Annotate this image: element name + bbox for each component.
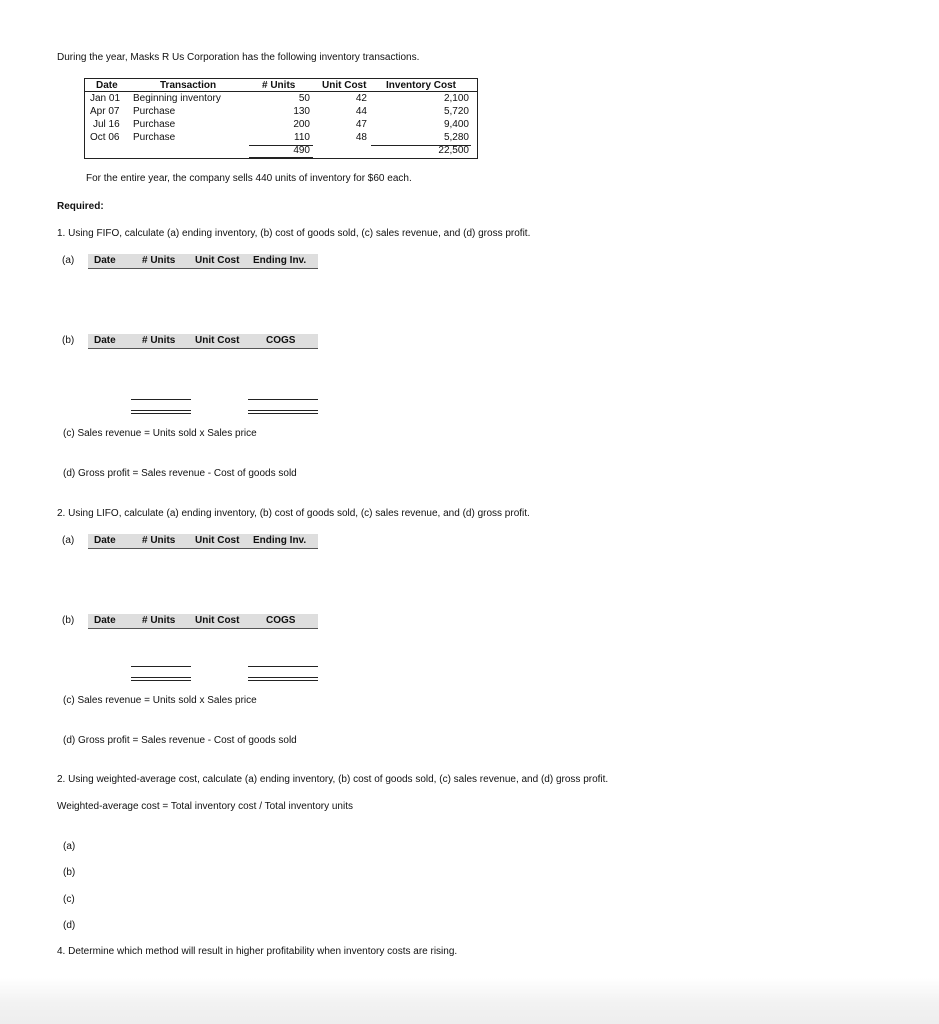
row-unit-cost: 44 xyxy=(355,106,367,117)
q1-a-header xyxy=(62,255,322,268)
q2-a-label: (a) xyxy=(62,535,75,546)
table-row xyxy=(85,106,477,119)
row-inventory-cost: 5,280 xyxy=(443,132,469,143)
row-date: Apr 07 xyxy=(90,106,120,117)
col-units: # Units xyxy=(142,535,176,546)
q3-formula: Weighted-average cost = Total inventory cost / Total inventory units xyxy=(57,801,353,812)
q1-a-label: (a) xyxy=(62,255,75,266)
row-date: Jul 16 xyxy=(93,119,120,130)
total-units: 490 xyxy=(293,145,310,156)
col-ending-inv: Ending Inv. xyxy=(253,535,307,546)
row-inventory-cost: 2,100 xyxy=(443,93,469,104)
col-units: # Units xyxy=(142,255,176,266)
col-cogs: COGS xyxy=(266,615,296,626)
cogs-total-line xyxy=(248,399,318,400)
col-units: # Units xyxy=(142,615,176,626)
total-inventory-cost: 22,500 xyxy=(438,145,469,156)
row-date: Oct 06 xyxy=(90,132,120,143)
q3-d-label: (d) xyxy=(63,920,76,931)
table-row xyxy=(85,119,477,132)
units-underline xyxy=(249,157,313,158)
row-inventory-cost: 5,720 xyxy=(443,106,469,117)
q1-c-text: (c) Sales revenue = Units sold x Sales price xyxy=(63,428,257,439)
inventory-transactions-table xyxy=(84,78,478,159)
q2-a-header xyxy=(62,535,322,548)
required-heading: Required: xyxy=(57,201,104,212)
row-unit-cost: 48 xyxy=(355,132,367,143)
row-transaction: Purchase xyxy=(133,106,176,117)
col-cogs: COGS xyxy=(266,335,296,346)
q2-b-label: (b) xyxy=(62,615,75,626)
q3-b-label: (b) xyxy=(63,867,76,878)
row-unit-cost: 47 xyxy=(355,119,367,130)
col-units: # Units xyxy=(142,335,176,346)
page-bottom-shade xyxy=(0,978,939,1024)
row-units: 130 xyxy=(293,106,310,117)
col-unit-cost: Unit Cost xyxy=(195,255,240,266)
table-row xyxy=(85,93,477,106)
row-transaction: Purchase xyxy=(133,132,176,143)
q2-d-text: (d) Gross profit = Sales revenue - Cost of goods sold xyxy=(63,735,297,746)
row-units: 110 xyxy=(294,132,310,143)
col-ending-inv: Ending Inv. xyxy=(253,255,307,266)
units-total-line xyxy=(131,399,191,400)
cogs-double-underline xyxy=(248,677,318,681)
cogs-total-line xyxy=(248,666,318,667)
header-inventory-cost: Inventory Cost xyxy=(386,80,457,91)
row-units: 50 xyxy=(298,93,310,104)
row-date: Jan 01 xyxy=(90,93,121,104)
header-unit-cost: Unit Cost xyxy=(322,80,367,91)
units-double-underline xyxy=(131,410,191,414)
q1-b-header xyxy=(62,335,322,348)
q3-c-label: (c) xyxy=(63,894,75,905)
header-date: Date xyxy=(96,80,118,91)
header-transaction: Transaction xyxy=(160,80,217,91)
q3-a-label: (a) xyxy=(63,841,76,852)
q1-text: 1. Using FIFO, calculate (a) ending inventory, (b) cost of goods sold, (c) sales revenue, and (d) gross profit. xyxy=(57,228,531,239)
row-units: 200 xyxy=(293,119,310,130)
col-unit-cost: Unit Cost xyxy=(195,335,240,346)
cogs-double-underline xyxy=(248,410,318,414)
table-row xyxy=(85,132,477,145)
sales-note: For the entire year, the company sells 440 units of inventory for $60 each. xyxy=(86,173,412,184)
row-transaction: Purchase xyxy=(133,119,176,130)
col-unit-cost: Unit Cost xyxy=(195,615,240,626)
units-total-line xyxy=(131,666,191,667)
header-units: # Units xyxy=(262,80,296,91)
header-rule xyxy=(85,91,477,92)
row-inventory-cost: 9,400 xyxy=(443,119,469,130)
col-unit-cost: Unit Cost xyxy=(195,535,240,546)
row-unit-cost: 42 xyxy=(355,93,367,104)
q2-text: 2. Using LIFO, calculate (a) ending inventory, (b) cost of goods sold, (c) sales revenue, and (d) gross profit. xyxy=(57,508,530,519)
intro-text: During the year, Masks R Us Corporation has the following inventory transactions. xyxy=(57,52,420,63)
col-date: Date xyxy=(94,535,116,546)
q2-b-header xyxy=(62,615,322,628)
q2-c-text: (c) Sales revenue = Units sold x Sales price xyxy=(63,695,257,706)
units-double-underline xyxy=(131,677,191,681)
q1-b-label: (b) xyxy=(62,335,75,346)
q3-text: 2. Using weighted-average cost, calculate (a) ending inventory, (b) cost of goods sold, (c) sales revenue, and (d) gross profit. xyxy=(57,774,609,785)
col-date: Date xyxy=(94,255,116,266)
col-date: Date xyxy=(94,335,116,346)
q1-d-text: (d) Gross profit = Sales revenue - Cost of goods sold xyxy=(63,468,297,479)
row-transaction: Beginning inventory xyxy=(133,93,221,104)
col-date: Date xyxy=(94,615,116,626)
q4-text: 4. Determine which method will result in higher profitability when inventory costs are rising. xyxy=(57,946,458,957)
